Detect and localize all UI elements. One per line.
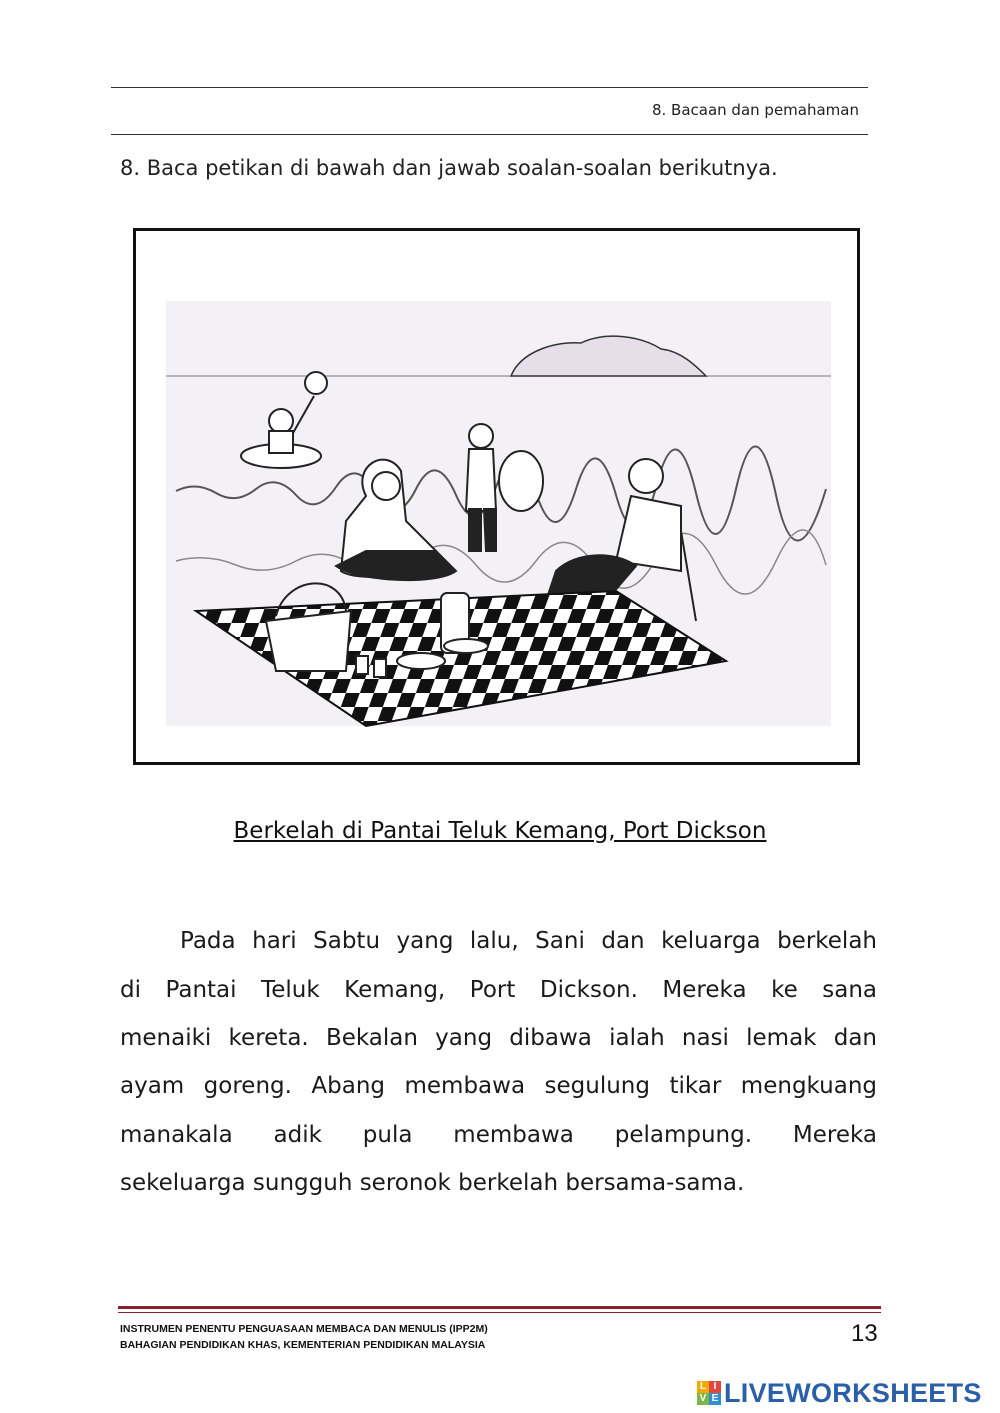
instruction-text: 8. Baca petikan di bawah dan jawab soalan-soalan berikutnya. <box>120 156 778 180</box>
brand-name: LIVEWORKSHEETS <box>724 1377 982 1408</box>
header-rule-top <box>111 87 868 88</box>
footer-rule <box>118 1306 881 1309</box>
footer-line-2: BAHAGIAN PENDIDIKAN KHAS, KEMENTERIAN PENDIDIKAN MALAYSIA <box>120 1339 486 1351</box>
section-label: 8. Bacaan dan pemahaman <box>651 101 859 119</box>
logo-letter: I <box>709 1381 721 1393</box>
picnic-illustration <box>133 228 860 765</box>
passage-line: menaiki kereta. Bekalan yang dibawa ialah nasi lemak dan <box>120 1025 877 1051</box>
passage-line: Pada hari Sabtu yang lalu, Sani dan keluarga berkelah <box>180 928 877 954</box>
footer-rule-thin <box>118 1312 881 1313</box>
logo-letter: L <box>697 1381 709 1393</box>
passage-line: di Pantai Teluk Kemang, Port Dickson. Mereka ke sana <box>120 977 877 1003</box>
passage-line: sekeluarga sungguh seronok berkelah bersama-sama. <box>120 1170 745 1196</box>
passage-line: manakala adik pula membawa pelampung. Mereka <box>120 1122 877 1148</box>
page-number: 13 <box>851 1320 878 1347</box>
logo-letter: V <box>697 1393 709 1405</box>
liveworksheets-brand[interactable] <box>697 1376 982 1410</box>
footer-line-1: INSTRUMEN PENENTU PENGUASAAN MEMBACA DAN MENULIS (IPP2M) <box>120 1323 488 1335</box>
passage-line: ayam goreng. Abang membawa segulung tikar mengkuang <box>120 1073 877 1099</box>
logo-letter: E <box>709 1393 721 1405</box>
passage-title: Berkelah di Pantai Teluk Kemang, Port Dickson <box>233 818 767 844</box>
liveworksheets-logo-icon <box>697 1381 721 1405</box>
header-rule-bottom <box>111 134 868 135</box>
